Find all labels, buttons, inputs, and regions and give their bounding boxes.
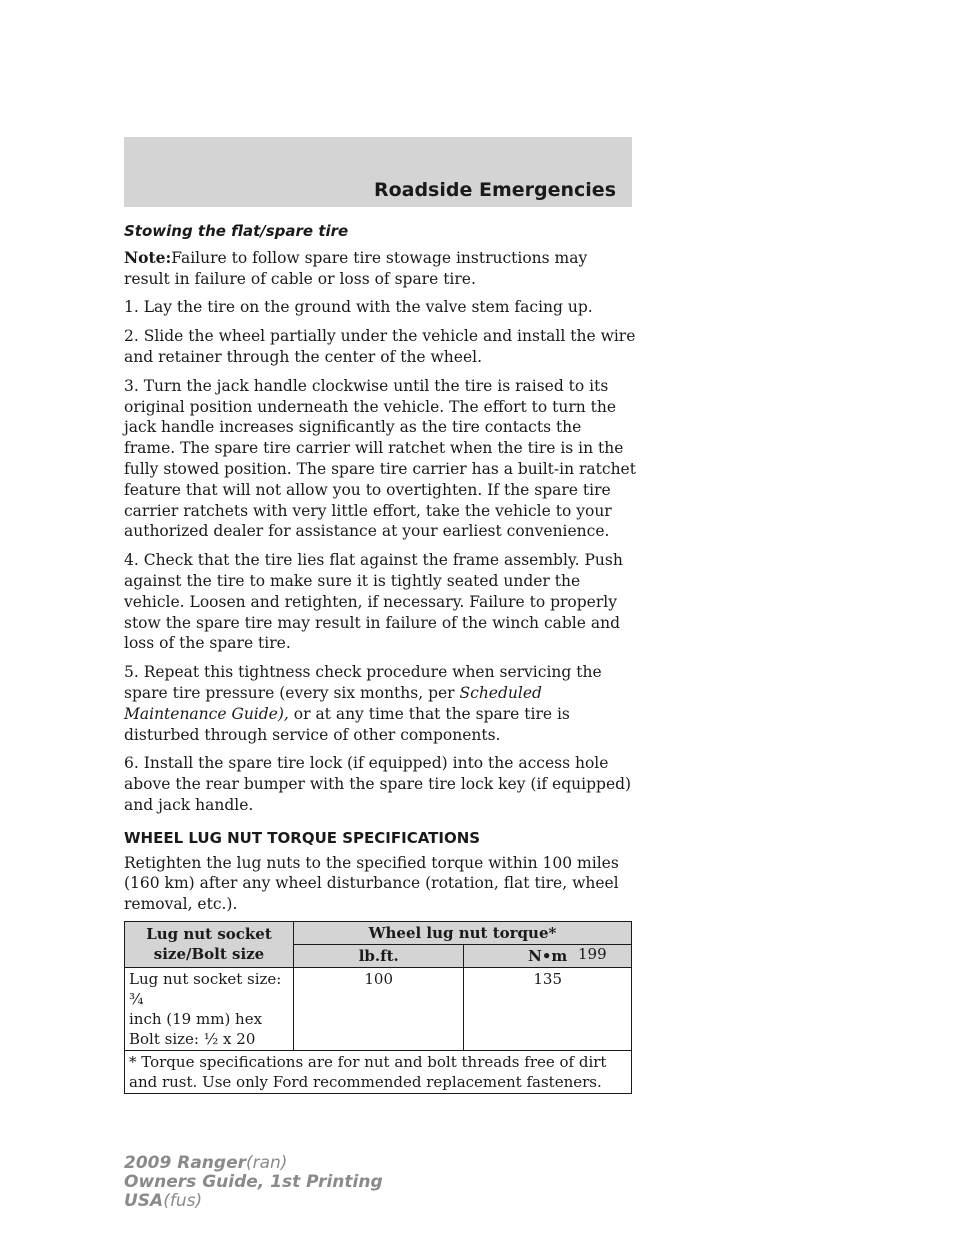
torque-table xyxy=(124,921,632,1094)
stowing-heading: Stowing the flat/spare tire xyxy=(124,222,349,240)
table-row xyxy=(125,967,632,1050)
row-label-line1: Lug nut socket size: ¾ xyxy=(129,969,282,1008)
step-5-text-end: or at any time that the spare tire is disturbed through service of other components. xyxy=(124,704,570,744)
section-title: Roadside Emergencies xyxy=(373,179,616,201)
col-socket-bolt-size: Lug nut socket size/Bolt size xyxy=(125,921,294,967)
row-label-line3: Bolt size: ½ x 20 xyxy=(129,1029,256,1048)
page-content xyxy=(124,221,636,1094)
header-band xyxy=(124,137,632,207)
torque-heading: WHEEL LUG NUT TORQUE SPECIFICATIONS xyxy=(124,828,481,847)
table-footnote: * Torque specifications are for nut and bolt threads free of dirt and rust. Use only Ford recommended replacement fasteners. xyxy=(125,1050,632,1093)
footer-market-code: (fus) xyxy=(163,1191,203,1211)
note-label: Note: xyxy=(124,247,172,267)
footer-model-code: (ran) xyxy=(245,1153,288,1173)
note-text: Failure to follow spare tire stowage instructions may result in failure of cable or loss of spare tire. xyxy=(124,248,588,288)
footer-imprint xyxy=(124,1154,383,1211)
step-5 xyxy=(124,662,636,745)
table-footnote-row xyxy=(125,1050,632,1093)
page-number: 199 xyxy=(578,945,607,963)
col-group-torque: Wheel lug nut torque* xyxy=(294,921,632,944)
step-5-text: 5. Repeat this tightness check procedure when servicing the spare tire pressure (every six months, per xyxy=(124,663,602,702)
maintenance-guide-reference: Scheduled Maintenance Guide), xyxy=(124,683,542,723)
note-paragraph xyxy=(124,248,636,290)
footer-model: 2009 Ranger xyxy=(124,1153,246,1173)
footer-line-3 xyxy=(124,1192,383,1211)
value-nm: 135 xyxy=(464,967,632,1050)
table-header-row xyxy=(125,921,632,944)
row-label-line2: inch (19 mm) hex xyxy=(129,1009,263,1028)
torque-intro: Retighten the lug nuts to the specified torque within 100 miles (160 km) after any wheel disturbance (rotation, flat tire, wheel removal, etc.). xyxy=(124,853,619,914)
step-1: 1. Lay the tire on the ground with the valve stem facing up. xyxy=(124,298,593,317)
col-nm: N•m xyxy=(464,944,632,967)
step-4: 4. Check that the tire lies flat against the frame assembly. Push against the tire to make sure it is tightly seated under the vehicle. Loosen and retighten, if necessary. Failure to properly stow the spare tire may result in failure of the winch cable and loss of the spare tire. xyxy=(124,551,623,653)
footer-market: USA xyxy=(124,1191,164,1211)
value-lbft: 100 xyxy=(294,967,464,1050)
footer-line-1 xyxy=(124,1154,383,1173)
footer-line-2: Owners Guide, 1st Printing xyxy=(124,1172,383,1192)
step-3: 3. Turn the jack handle clockwise until the tire is raised to its original position underneath the vehicle. The effort to turn the jack handle increases significantly as the tire contacts the frame. The spare tire carrier will ratchet when the tire is in the fully stowed position. The spare tire carrier has a built-in ratchet feature that will not allow you to overtighten. If the spare tire carrier ratchets with very little effort, take the vehicle to your authorized dealer for assistance at your earliest convenience. xyxy=(124,376,636,541)
col-lbft: lb.ft. xyxy=(294,944,464,967)
row-label xyxy=(125,967,294,1050)
step-6: 6. Install the spare tire lock (if equipped) into the access hole above the rear bumper with the spare tire lock key (if equipped) and jack handle. xyxy=(124,754,632,814)
step-2: 2. Slide the wheel partially under the vehicle and install the wire and retainer through the center of the wheel. xyxy=(124,327,636,366)
